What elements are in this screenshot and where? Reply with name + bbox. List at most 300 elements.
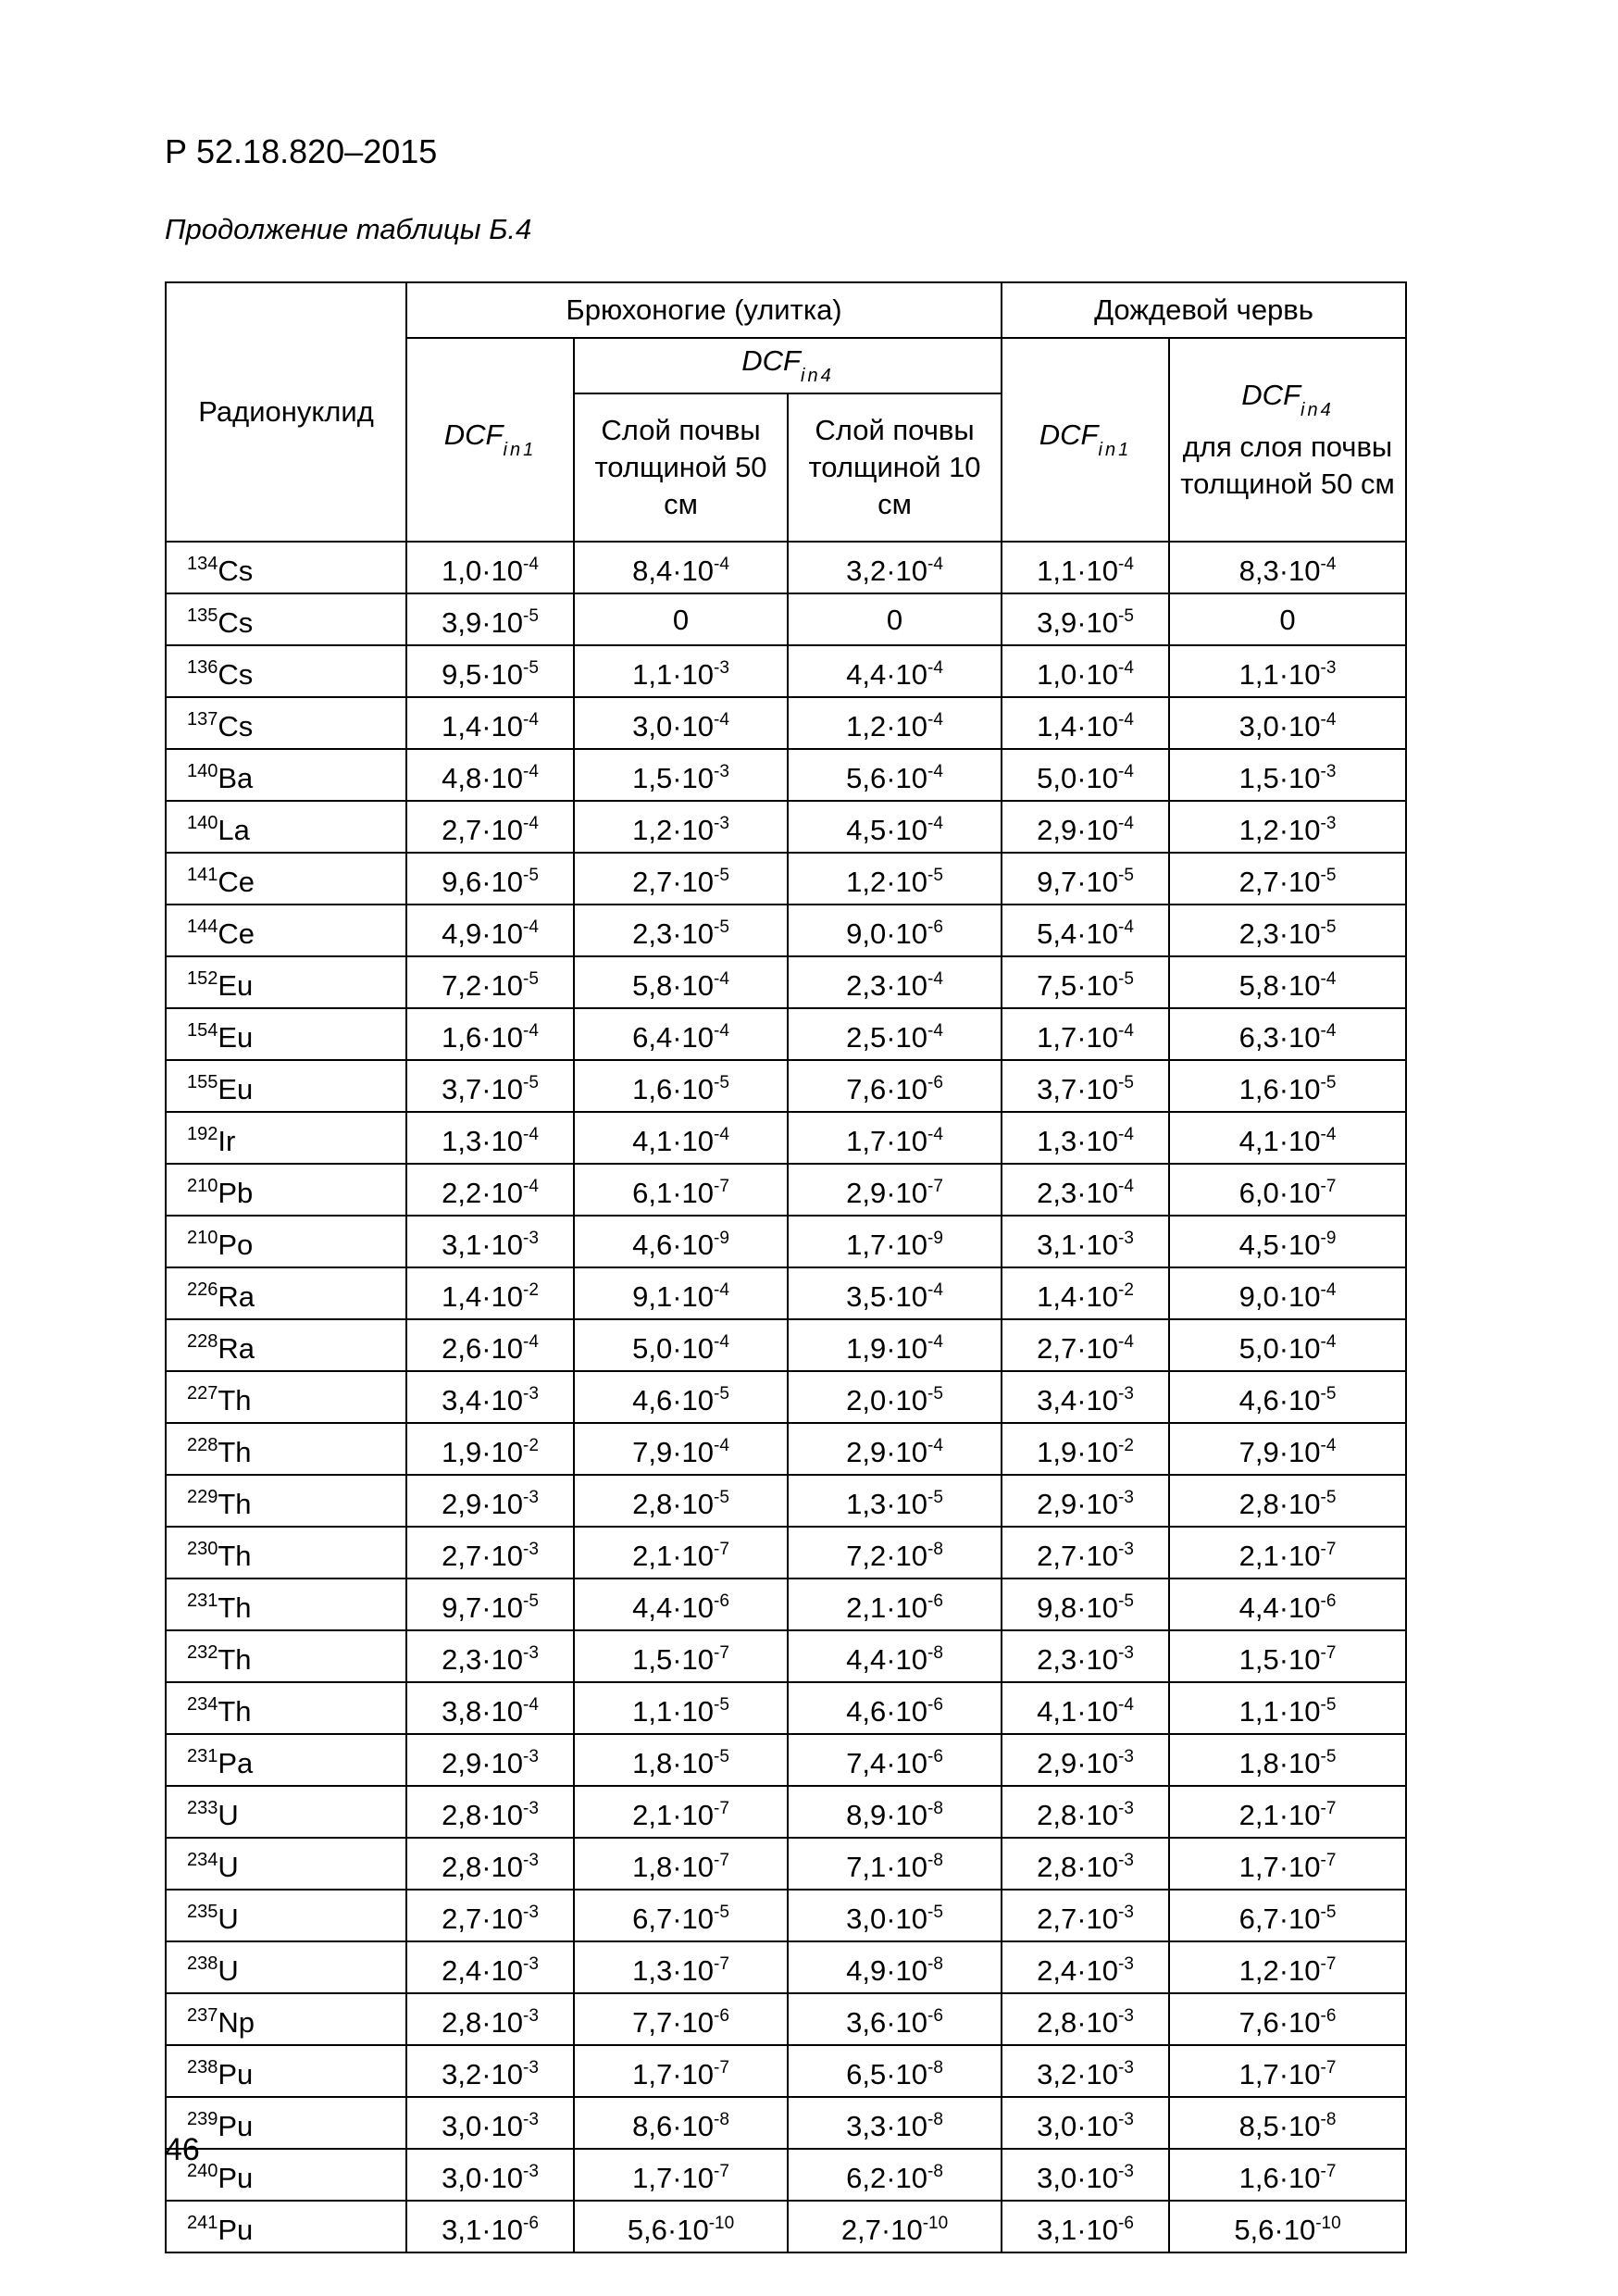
worm-dcf-in4-value (1169, 2097, 1406, 2149)
exponent: -4 (1118, 762, 1134, 781)
worm-dcf-in4-value (1169, 1941, 1406, 1993)
mantissa: 1,2·10 (846, 710, 927, 742)
exponent: -7 (927, 1177, 943, 1196)
mantissa: 4,4·10 (846, 1643, 927, 1676)
snail-layer-50-value (574, 1734, 788, 1786)
exponent: -2 (523, 1436, 539, 1455)
mantissa: 1,3·10 (442, 1125, 523, 1157)
exponent: -3 (523, 2162, 539, 2181)
exponent: -4 (1320, 1125, 1337, 1144)
radionuclide-cell (166, 697, 406, 749)
element-symbol: U (218, 1954, 239, 1987)
snail-layer-50-value (574, 1578, 788, 1630)
mantissa: 4,5·10 (846, 814, 927, 846)
exponent: -3 (523, 1851, 539, 1870)
mantissa: 2,3·10 (1037, 1177, 1118, 1209)
exponent: -5 (927, 1488, 943, 1507)
table-row (166, 1578, 1406, 1630)
table-row (166, 1630, 1406, 1682)
radionuclide-cell (166, 1527, 406, 1578)
exponent: -4 (714, 1021, 729, 1041)
mantissa: 4,6·10 (632, 1229, 714, 1261)
worm-dcf-in1-value (1002, 1371, 1169, 1423)
exponent: -6 (1118, 2214, 1134, 2233)
mantissa: 5,8·10 (632, 969, 714, 1002)
worm-dcf-in4-value (1169, 749, 1406, 801)
snail-dcf-in1-value (406, 853, 574, 905)
table-row (166, 1319, 1406, 1371)
worm-dcf-in1-value (1002, 853, 1169, 905)
radionuclide-cell (166, 1371, 406, 1423)
table-row (166, 1423, 1406, 1475)
exponent: -3 (1118, 1851, 1134, 1870)
mass-number: 240 (187, 2161, 218, 2181)
snail-layer-50-value (574, 1164, 788, 1216)
worm-group-header: Дождевой червь (1002, 282, 1406, 338)
mantissa: 2,7·10 (1037, 1903, 1118, 1935)
mantissa: 1,0·10 (442, 555, 523, 587)
mass-number: 238 (187, 2057, 218, 2078)
radionuclide-cell (166, 1475, 406, 1527)
table-caption: Продолжение таблицы Б.4 (165, 213, 532, 245)
snail-dcf-in1-value (406, 1216, 574, 1267)
radionuclide-cell (166, 1993, 406, 2045)
exponent: -4 (1320, 969, 1337, 989)
snail-layer-10-value (788, 1993, 1002, 2045)
snail-layer-10-value (788, 1008, 1002, 1060)
worm-dcf-in1-value (1002, 1786, 1169, 1838)
mass-number: 154 (187, 1020, 218, 1041)
radionuclide-cell (166, 853, 406, 905)
exponent: -4 (1320, 1021, 1337, 1041)
mass-number: 210 (187, 1228, 218, 1248)
radionuclide-cell (166, 749, 406, 801)
snail-layer-50-value (574, 1475, 788, 1527)
exponent: -4 (927, 969, 943, 989)
mantissa: 2,3·10 (1238, 917, 1321, 950)
radionuclide-cell (166, 1060, 406, 1112)
mantissa: 2,8·10 (442, 2006, 523, 2039)
mass-number: 231 (187, 1746, 218, 1766)
mantissa: 3,8·10 (442, 1695, 523, 1728)
exponent: -8 (714, 2110, 729, 2129)
element-symbol: La (218, 814, 250, 846)
mantissa: 1,9·10 (846, 1332, 927, 1365)
exponent: -3 (1118, 1384, 1134, 1404)
mantissa: 9,6·10 (442, 866, 523, 898)
snail-layer-50-value (574, 593, 788, 645)
mantissa: 2,1·10 (846, 1591, 927, 1624)
worm-dcf-in4-value (1169, 1371, 1406, 1423)
exponent: -10 (922, 2214, 949, 2233)
exponent: -6 (1320, 2006, 1337, 2026)
worm-dcf-in4-value (1169, 1008, 1406, 1060)
exponent: -4 (927, 555, 943, 574)
worm-dcf-in4-value (1169, 1838, 1406, 1890)
radionuclide-cell (166, 1112, 406, 1164)
mantissa: 9,5·10 (442, 658, 523, 691)
mantissa: 4,4·10 (632, 1591, 714, 1624)
exponent: -6 (927, 917, 943, 937)
mantissa: 3,6·10 (846, 2006, 927, 2039)
mantissa: 5,0·10 (1037, 762, 1118, 794)
exponent: -3 (523, 1747, 539, 1766)
snail-layer-50-value (574, 2149, 788, 2201)
exponent: -3 (523, 1488, 539, 1507)
exponent: -5 (1118, 969, 1134, 989)
mantissa: 3,0·10 (632, 710, 714, 742)
mantissa: 1,7·10 (632, 2162, 714, 2194)
mantissa: 3,7·10 (442, 1073, 523, 1105)
worm-dcf-in1-value (1002, 542, 1169, 593)
mantissa: 4,9·10 (442, 917, 523, 950)
snail-dcf-in1-value (406, 905, 574, 956)
element-symbol: Eu (218, 969, 254, 1002)
mantissa: 1,1·10 (1037, 555, 1118, 587)
exponent: -3 (714, 814, 729, 833)
mantissa: 2,8·10 (442, 1799, 523, 1831)
exponent: -6 (1320, 1591, 1337, 1611)
document-code: Р 52.18.820–2015 (165, 132, 438, 170)
radionuclide-cell (166, 956, 406, 1008)
mantissa: 2,1·10 (1238, 1540, 1321, 1572)
snail-dcf-in1-value (406, 1423, 574, 1475)
mantissa: 1,7·10 (846, 1125, 927, 1157)
worm-dcf-in4-value (1169, 697, 1406, 749)
mantissa: 7,7·10 (632, 2006, 714, 2039)
worm-dcf-in4-value (1169, 1060, 1406, 1112)
table-row (166, 645, 1406, 697)
exponent: -5 (1118, 1073, 1134, 1092)
worm-dcf-in1-value (1002, 2201, 1169, 2252)
snail-layer-50-value (574, 1267, 788, 1319)
element-symbol: Th (218, 1591, 252, 1624)
exponent: -3 (1118, 1954, 1134, 1974)
mantissa: 4,1·10 (1037, 1695, 1118, 1728)
exponent: -4 (714, 710, 729, 730)
dcf-subscript: in1 (503, 440, 537, 460)
mantissa: 5,8·10 (1238, 969, 1321, 1002)
worm-dcf-in1-value (1002, 1060, 1169, 1112)
exponent: -4 (523, 814, 539, 833)
mass-number: 228 (187, 1435, 218, 1455)
exponent: -7 (714, 1177, 729, 1196)
element-symbol: Th (218, 1643, 252, 1676)
mass-number: 228 (187, 1331, 218, 1352)
element-symbol: Th (218, 1540, 252, 1572)
table-row (166, 1475, 1406, 1527)
table-row (166, 2045, 1406, 2097)
mantissa: 1,4·10 (1037, 1280, 1118, 1313)
mantissa: 1,4·10 (442, 710, 523, 742)
mantissa: 1,3·10 (846, 1488, 927, 1520)
exponent: -3 (1118, 1540, 1134, 1559)
exponent: -3 (523, 2058, 539, 2078)
radionuclide-header: Радионуклид (166, 282, 406, 542)
mantissa: 4,6·10 (632, 1384, 714, 1416)
snail-layer-50-value (574, 1993, 788, 2045)
mass-number: 239 (187, 2109, 218, 2129)
worm-layer-50-label: для слоя почвы толщиной 50 см (1180, 430, 1395, 500)
exponent: -7 (1320, 1540, 1337, 1559)
snail-dcf-in1-value (406, 1578, 574, 1630)
worm-dcf-in4-value (1169, 1267, 1406, 1319)
mantissa: 2,8·10 (442, 1851, 523, 1883)
element-symbol: Cs (218, 710, 254, 742)
exponent: -4 (927, 762, 943, 781)
mantissa: 9,7·10 (1037, 866, 1118, 898)
worm-dcf-in4-value (1169, 1319, 1406, 1371)
mantissa: 6,5·10 (846, 2058, 927, 2090)
mantissa: 3,4·10 (442, 1384, 523, 1416)
snail-layer-50-value (574, 1112, 788, 1164)
worm-dcf-in4-value (1169, 1993, 1406, 2045)
mantissa: 8,3·10 (1238, 555, 1321, 587)
dcf-subscript: in4 (1301, 400, 1334, 420)
dcf-label: DCF (1039, 418, 1099, 451)
radionuclide-cell (166, 645, 406, 697)
worm-dcf-in4-value (1169, 1630, 1406, 1682)
mantissa: 2,7·10 (840, 2214, 923, 2246)
exponent: -3 (523, 2110, 539, 2129)
mantissa: 1,2·10 (632, 814, 714, 846)
exponent: -7 (1320, 1799, 1337, 1818)
snail-layer-50-value (574, 1008, 788, 1060)
mass-number: 229 (187, 1487, 218, 1507)
mantissa: 9,1·10 (632, 1280, 714, 1313)
worm-dcf-in4-value (1169, 542, 1406, 593)
mantissa: 6,1·10 (632, 1177, 714, 1209)
snail-layer-10-value (788, 1267, 1002, 1319)
element-symbol: Th (218, 1384, 252, 1416)
table-row (166, 1216, 1406, 1267)
exponent: -5 (1320, 1384, 1337, 1404)
exponent: -9 (927, 1229, 943, 1248)
mantissa: 1,9·10 (1037, 1436, 1118, 1468)
element-symbol: Th (218, 1488, 252, 1520)
radionuclide-cell (166, 1838, 406, 1890)
exponent: -6 (927, 1695, 943, 1715)
mantissa: 4,1·10 (632, 1125, 714, 1157)
exponent: -4 (1118, 1021, 1134, 1041)
mass-number: 241 (187, 2213, 218, 2233)
exponent: -3 (523, 1954, 539, 1974)
exponent: -4 (1320, 555, 1337, 574)
exponent: -5 (714, 1073, 729, 1092)
exponent: -8 (927, 1540, 943, 1559)
mantissa: 4,8·10 (442, 762, 523, 794)
mantissa: 3,7·10 (1037, 1073, 1118, 1105)
table-row (166, 1371, 1406, 1423)
mantissa: 3,3·10 (846, 2110, 927, 2142)
page-number: 46 (165, 2132, 200, 2167)
exponent: -4 (1118, 710, 1134, 730)
exponent: -4 (927, 814, 943, 833)
mantissa: 1,7·10 (846, 1229, 927, 1261)
snail-layer-10-header: Слой почвы толщиной 10 см (788, 393, 1002, 542)
radionuclide-cell (166, 2149, 406, 2201)
snail-dcf-in1-value (406, 2045, 574, 2097)
exponent: -7 (1320, 2162, 1337, 2181)
snail-layer-10-value (788, 1164, 1002, 1216)
mantissa: 2,9·10 (1037, 1747, 1118, 1779)
mantissa: 4,4·10 (1238, 1591, 1321, 1624)
snail-dcf-in1-value (406, 1475, 574, 1527)
snail-dcf-in1-value (406, 1060, 574, 1112)
mantissa: 2,7·10 (442, 814, 523, 846)
worm-dcf-in1-value (1002, 956, 1169, 1008)
mantissa: 2,1·10 (632, 1540, 714, 1572)
worm-dcf-in1-value (1002, 1475, 1169, 1527)
radionuclide-cell (166, 2045, 406, 2097)
worm-dcf-in1-value (1002, 1423, 1169, 1475)
dcf-label: DCF (1241, 379, 1301, 411)
mantissa: 1,8·10 (632, 1851, 714, 1883)
snail-layer-50-value (574, 1941, 788, 1993)
exponent: -3 (1320, 762, 1337, 781)
snail-layer-50-value (574, 1527, 788, 1578)
mantissa: 4,1·10 (1238, 1125, 1321, 1157)
mass-number: 235 (187, 1902, 218, 1922)
exponent: -7 (714, 1540, 729, 1559)
exponent: -5 (927, 1384, 943, 1404)
table-row (166, 905, 1406, 956)
snail-dcf-in1-value (406, 1267, 574, 1319)
snail-layer-10-value (788, 1112, 1002, 1164)
element-symbol: Ir (218, 1125, 236, 1157)
element-symbol: Eu (218, 1021, 254, 1054)
mantissa: 4,6·10 (1238, 1384, 1321, 1416)
exponent: -8 (927, 2110, 943, 2129)
mantissa: 1,1·10 (632, 658, 714, 691)
exponent: -5 (714, 866, 729, 885)
table-row (166, 749, 1406, 801)
exponent: -4 (523, 1125, 539, 1144)
worm-dcf-in1-value (1002, 645, 1169, 697)
mass-number: 232 (187, 1642, 218, 1663)
mass-number: 192 (187, 1124, 218, 1144)
snail-layer-50-value (574, 1890, 788, 1941)
mantissa: 7,2·10 (442, 969, 523, 1002)
dcf-label: DCF (443, 418, 504, 451)
mass-number: 136 (187, 657, 218, 678)
exponent: -3 (1118, 1229, 1134, 1248)
radionuclide-cell (166, 1578, 406, 1630)
radionuclide-cell (166, 1630, 406, 1682)
exponent: -4 (927, 710, 943, 730)
worm-dcf-in1-value (1002, 1164, 1169, 1216)
snail-layer-10-value (788, 1319, 1002, 1371)
mantissa: 2,7·10 (632, 866, 714, 898)
worm-dcf-in1-value (1002, 1267, 1169, 1319)
exponent: -7 (714, 2058, 729, 2078)
exponent: -3 (523, 1384, 539, 1404)
snail-layer-10-value (788, 1216, 1002, 1267)
exponent: -4 (927, 1125, 943, 1144)
mantissa: 3,1·10 (1037, 2214, 1118, 2246)
exponent: -5 (523, 658, 539, 678)
exponent: -6 (714, 2006, 729, 2026)
exponent: -7 (1320, 2058, 1337, 2078)
mass-number: 234 (187, 1850, 218, 1870)
exponent: -7 (714, 1643, 729, 1663)
mantissa: 0 (886, 603, 903, 636)
mantissa: 6,4·10 (632, 1021, 714, 1054)
table-row (166, 593, 1406, 645)
mantissa: 7,9·10 (1238, 1436, 1321, 1468)
snail-dcf-in1-value (406, 956, 574, 1008)
mantissa: 2,8·10 (1037, 2006, 1118, 2039)
table-row (166, 697, 1406, 749)
mantissa: 1,3·10 (632, 1954, 714, 1987)
element-symbol: Ra (218, 1332, 255, 1365)
snail-layer-10-value (788, 853, 1002, 905)
snail-dcf-in1-value (406, 645, 574, 697)
snail-dcf-in1-value (406, 1890, 574, 1941)
snail-dcf-in1-value (406, 801, 574, 853)
exponent: -3 (1118, 2006, 1134, 2026)
exponent: -4 (1118, 1125, 1134, 1144)
mass-number: 155 (187, 1072, 218, 1092)
snail-dcf-in1-value (406, 1371, 574, 1423)
mantissa: 2,3·10 (846, 969, 927, 1002)
mantissa: 3,2·10 (442, 2058, 523, 2090)
worm-dcf-in4-value (1169, 593, 1406, 645)
exponent: -4 (714, 1125, 729, 1144)
exponent: -4 (523, 710, 539, 730)
table-row (166, 2097, 1406, 2149)
snail-layer-10-value (788, 593, 1002, 645)
exponent: -4 (1320, 710, 1337, 730)
exponent: -8 (927, 2162, 943, 2181)
mantissa: 1,8·10 (632, 1747, 714, 1779)
snail-layer-50-value (574, 1786, 788, 1838)
worm-dcf-in4-value (1169, 1112, 1406, 1164)
worm-dcf-in1-value (1002, 1527, 1169, 1578)
worm-dcf-in4-value (1169, 1734, 1406, 1786)
table-row (166, 801, 1406, 853)
snail-layer-10-value (788, 956, 1002, 1008)
exponent: -4 (1320, 1280, 1337, 1300)
mantissa: 2,9·10 (442, 1488, 523, 1520)
snail-layer-50-value (574, 1371, 788, 1423)
exponent: -7 (714, 2162, 729, 2181)
exponent: -4 (1320, 1332, 1337, 1352)
dose-conversion-table (165, 281, 1407, 2253)
snail-layer-10-value (788, 1941, 1002, 1993)
dcf-subscript: in4 (801, 366, 834, 386)
mantissa: 6,0·10 (1238, 1177, 1321, 1209)
mantissa: 1,2·10 (1238, 814, 1321, 846)
worm-dcf-in1-value (1002, 801, 1169, 853)
mantissa: 6,2·10 (846, 2162, 927, 2194)
mantissa: 3,1·10 (442, 2214, 523, 2246)
worm-dcf-in4-value (1169, 1423, 1406, 1475)
mantissa: 4,9·10 (846, 1954, 927, 1987)
mantissa: 1,6·10 (632, 1073, 714, 1105)
mantissa: 1,7·10 (632, 2058, 714, 2090)
exponent: -5 (1118, 866, 1134, 885)
exponent: -6 (927, 1073, 943, 1092)
snail-layer-10-value (788, 645, 1002, 697)
table-row (166, 1682, 1406, 1734)
worm-dcf-in1-value (1002, 2097, 1169, 2149)
exponent: -5 (714, 1903, 729, 1922)
exponent: -4 (927, 1280, 943, 1300)
snail-dcf-in1-value (406, 1786, 574, 1838)
element-symbol: Np (218, 2006, 255, 2039)
exponent: -7 (1320, 1177, 1337, 1196)
